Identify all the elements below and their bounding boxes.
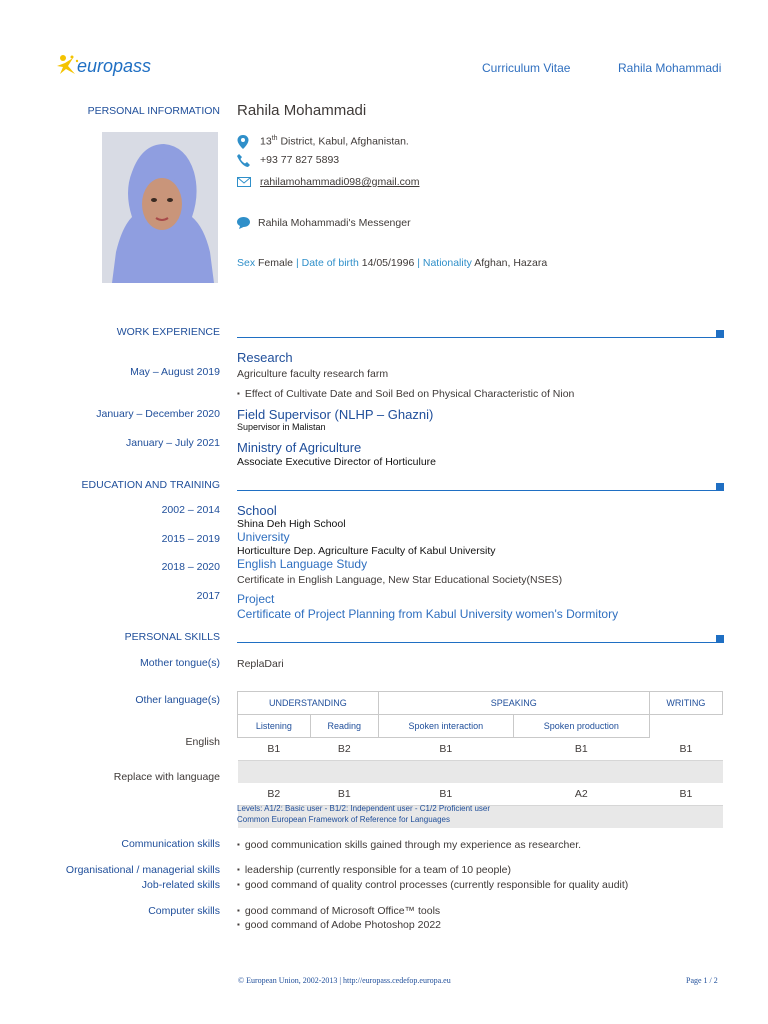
work-subtitle: Supervisor in Malistan: [237, 422, 326, 432]
work-date: January – July 2021: [126, 437, 220, 449]
table-subheader: Spoken production: [513, 715, 649, 738]
communication-skill: ▪ good communication skills gained through my experience as researcher.: [237, 839, 581, 851]
email-icon: [237, 177, 251, 191]
table-subheader-row: [238, 715, 723, 738]
education-title: School: [237, 503, 277, 518]
education-date: 2002 – 2014: [161, 504, 220, 516]
education-title: English Language Study: [237, 557, 368, 571]
personal-skills-label: PERSONAL SKILLS: [124, 631, 220, 643]
table-row: B2 B1 B1 A2 B1: [238, 783, 723, 806]
education-subtitle: Certificate of Project Planning from Kabul University women's Dormitory: [237, 607, 619, 621]
computer-skill: ▪ good command of Adobe Photoshop 2022: [237, 919, 441, 931]
section-divider: [237, 642, 723, 643]
table-subheader: Reading: [310, 715, 378, 738]
logo-text: europass: [77, 56, 152, 76]
language-name: Replace with language: [113, 771, 220, 783]
education-date: 2018 – 2020: [161, 561, 220, 573]
page-number: Page 1 / 2: [686, 976, 718, 985]
table-subheader: Spoken interaction: [378, 715, 513, 738]
work-experience-label: WORK EXPERIENCE: [116, 326, 220, 338]
doc-type: Curriculum Vitae: [482, 61, 571, 75]
table-header: SPEAKING: [378, 692, 649, 715]
education-subtitle: Certificate in English Language, New Star Educational Society(NSES): [237, 574, 563, 586]
messenger: Rahila Mohammadi's Messenger: [258, 217, 411, 229]
personal-info-label: PERSONAL INFORMATION: [87, 105, 220, 117]
work-title: Ministry of Agriculture: [237, 440, 362, 455]
section-marker: [716, 330, 724, 338]
education-subtitle: Shina Deh High School: [237, 518, 346, 530]
phone-icon: [237, 154, 251, 168]
profile-photo: [102, 132, 218, 283]
work-subtitle: Associate Executive Director of Horticulure: [237, 456, 436, 468]
education-title: University: [237, 530, 290, 544]
education-date: 2017: [196, 590, 220, 602]
messenger-icon: [237, 217, 251, 231]
phone: +93 77 827 5893: [260, 154, 340, 166]
work-date: May – August 2019: [130, 366, 220, 378]
organisational-skill: ▪ leadership (currently responsible for a team of 10 people): [237, 864, 511, 876]
section-divider: [237, 490, 723, 491]
address: 13th District, Kabul, Afghanistan.: [260, 135, 409, 148]
table-subheader: Listening: [238, 715, 311, 738]
levels-note: Levels: A1/2: Basic user - B1/2: Independent user - C1/2 Proficient user: [237, 804, 491, 813]
work-bullet: ▪ Effect of Cultivate Date and Soil Bed on Physical Characteristic of Nion: [237, 388, 574, 400]
location-icon: [237, 135, 251, 149]
section-divider: [237, 337, 723, 338]
header-name: Rahila Mohammadi: [618, 61, 722, 75]
table-row: B1 B2 B1 B1 B1: [238, 738, 723, 761]
other-languages-label: Other language(s): [135, 694, 220, 706]
table-header: UNDERSTANDING: [238, 692, 379, 715]
education-date: 2015 – 2019: [161, 533, 220, 545]
table-header: WRITING: [649, 692, 722, 715]
section-marker: [716, 483, 724, 491]
footer-copyright: © European Union, 2002-2013 | http://europass.cedefop.europa.eu: [238, 976, 451, 985]
job-related-label: Job-related skills: [141, 879, 220, 891]
computer-skill: ▪ good command of Microsoft Office™ tools: [237, 905, 440, 917]
person-name: Rahila Mohammadi: [237, 102, 367, 119]
education-subtitle: Horticulture Dep. Agriculture Faculty of Kabul University: [237, 545, 496, 557]
framework-note: Common European Framework of Reference for Languages: [237, 815, 450, 824]
computer-label: Computer skills: [148, 905, 220, 917]
section-marker: [716, 635, 724, 643]
europass-logo: [55, 52, 165, 82]
education-title: Project: [237, 592, 275, 606]
communication-label: Communication skills: [121, 838, 220, 850]
email-link[interactable]: rahilamohammadi098@gmail.com: [260, 176, 420, 188]
education-label: EDUCATION AND TRAINING: [81, 479, 220, 491]
personal-details: Sex Female | Date of birth 14/05/1996 | Nationality Afghan, Hazara: [237, 257, 548, 269]
work-date: January – December 2020: [96, 408, 220, 420]
job-related-skill: ▪ good command of quality control processes (currently responsible for quality audit): [237, 879, 628, 891]
organisational-label: Organisational / managerial skills: [65, 864, 220, 876]
mother-tongue-label: Mother tongue(s): [140, 657, 220, 669]
work-title: Field Supervisor (NLHP – Ghazni): [237, 407, 434, 422]
table-header-row: [238, 692, 723, 715]
work-subtitle: Agriculture faculty research farm: [237, 368, 389, 380]
table-spacer-row: [238, 761, 723, 784]
language-name: English: [185, 736, 220, 748]
mother-tongue-value: ReplaDari: [237, 658, 284, 670]
work-title: Research: [237, 350, 293, 365]
